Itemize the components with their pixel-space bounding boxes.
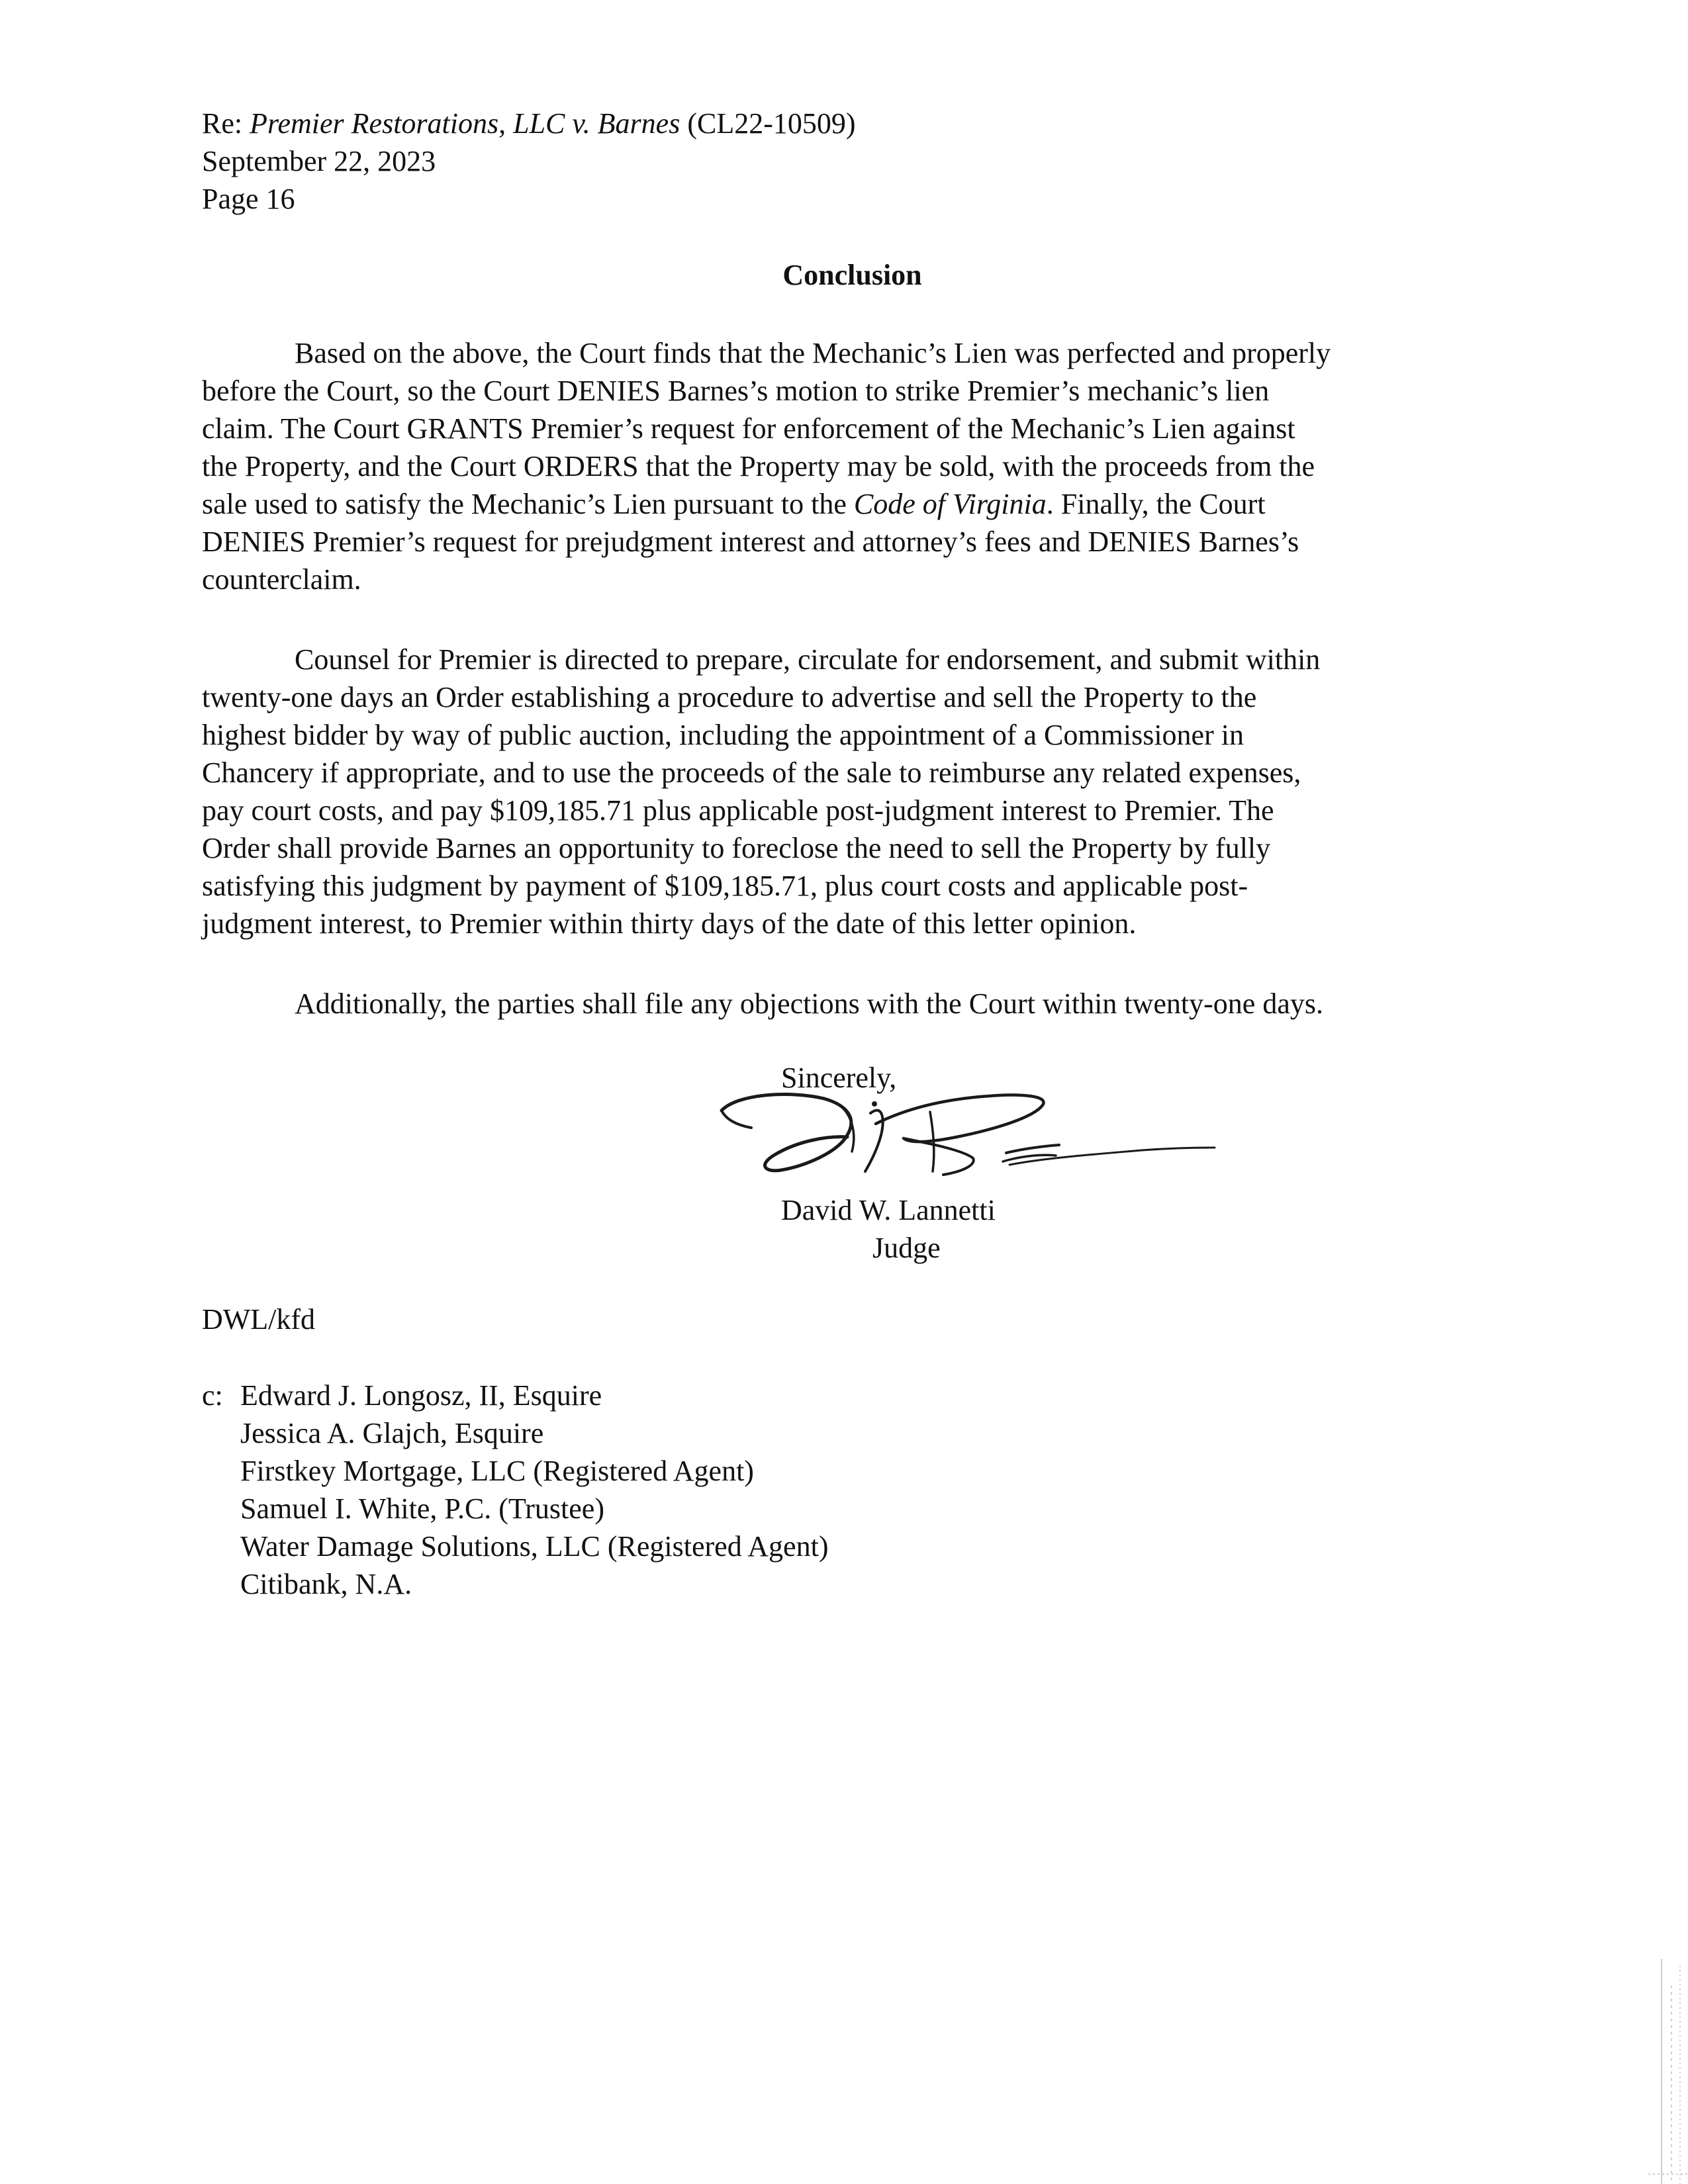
paragraph-line <box>202 485 1516 523</box>
case-name: Premier Restorations, LLC v. Barnes <box>250 107 680 140</box>
statute-citation: Code of Virginia <box>853 488 1047 520</box>
paragraph-line: Based on the above, the Court finds that the Mechanic’s Lien was perfected and properly <box>295 337 1331 369</box>
paragraph-line: the Property, and the Court ORDERS that the Property may be sold, with the proceeds from the <box>202 450 1315 482</box>
paragraph-line: Order shall provide Barnes an opportunity to foreclose the need to sell the Property by fully <box>202 832 1271 864</box>
case-reference <box>202 105 1393 142</box>
scan-artifact <box>1648 1959 1688 2184</box>
cc-recipient: Firstkey Mortgage, LLC (Registered Agent) <box>240 1455 754 1487</box>
paragraph-line: Additionally, the parties shall file any objections with the Court within twenty-one days. <box>295 987 1323 1020</box>
cc-label: c: <box>202 1379 223 1412</box>
paragraph-line: Counsel for Premier is directed to prepare, circulate for endorsement, and submit within <box>295 643 1321 676</box>
cc-recipient: Jessica A. Glajch, Esquire <box>240 1417 544 1449</box>
paragraph-line: judgment interest, to Premier within thirty days of the date of this letter opinion. <box>202 907 1137 940</box>
cc-recipient: Edward J. Longosz, II, Esquire <box>240 1379 602 1412</box>
case-number: (CL22-10509) <box>680 107 856 140</box>
conclusion-paragraph-3 <box>202 985 1516 1023</box>
paragraph-line: claim. The Court GRANTS Premier’s request for enforcement of the Mechanic’s Lien against <box>202 412 1295 445</box>
paragraph-line: satisfying this judgment by payment of $109,185.71, plus court costs and applicable post- <box>202 870 1248 902</box>
signer-name: David W. Lannetti <box>781 1194 996 1226</box>
signer-title: Judge <box>872 1232 941 1264</box>
letter-header <box>202 105 1393 218</box>
section-heading: Conclusion <box>782 259 922 291</box>
letter-date: September 22, 2023 <box>202 145 436 177</box>
conclusion-paragraph-2 <box>202 641 1516 942</box>
paragraph-line: highest bidder by way of public auction, including the appointment of a Commissioner in <box>202 719 1244 751</box>
page-number: Page 16 <box>202 183 295 215</box>
line-text: . Finally, the Court <box>1046 488 1266 520</box>
cc-recipient: Citibank, N.A. <box>240 1568 412 1600</box>
closing-salutation: Sincerely, <box>781 1062 897 1094</box>
conclusion-paragraph-1 <box>202 334 1516 598</box>
paragraph-line: DENIES Premier’s request for prejudgment interest and attorney’s fees and DENIES Barnes’s <box>202 525 1299 558</box>
paragraph-line: counterclaim. <box>202 563 361 596</box>
paragraph-line: Chancery if appropriate, and to use the proceeds of the sale to reimburse any related expenses, <box>202 756 1301 789</box>
typist-initials: DWL/kfd <box>202 1303 316 1336</box>
line-text: sale used to satisfy the Mechanic’s Lien pursuant to the <box>202 488 854 520</box>
paragraph-line: pay court costs, and pay $109,185.71 plus applicable post-judgment interest to Premier. The <box>202 794 1274 827</box>
handwritten-signature <box>712 1072 1228 1205</box>
cc-recipient: Samuel I. White, P.C. (Trustee) <box>240 1492 604 1525</box>
cc-recipient: Water Damage Solutions, LLC (Registered Agent) <box>240 1530 829 1563</box>
paragraph-line: before the Court, so the Court DENIES Barnes’s motion to strike Premier’s mechanic’s lien <box>202 375 1270 407</box>
paragraph-line: twenty-one days an Order establishing a procedure to advertise and sell the Property to the <box>202 681 1257 713</box>
cc-recipient-list <box>240 1377 828 1603</box>
re-prefix: Re: <box>202 107 250 140</box>
